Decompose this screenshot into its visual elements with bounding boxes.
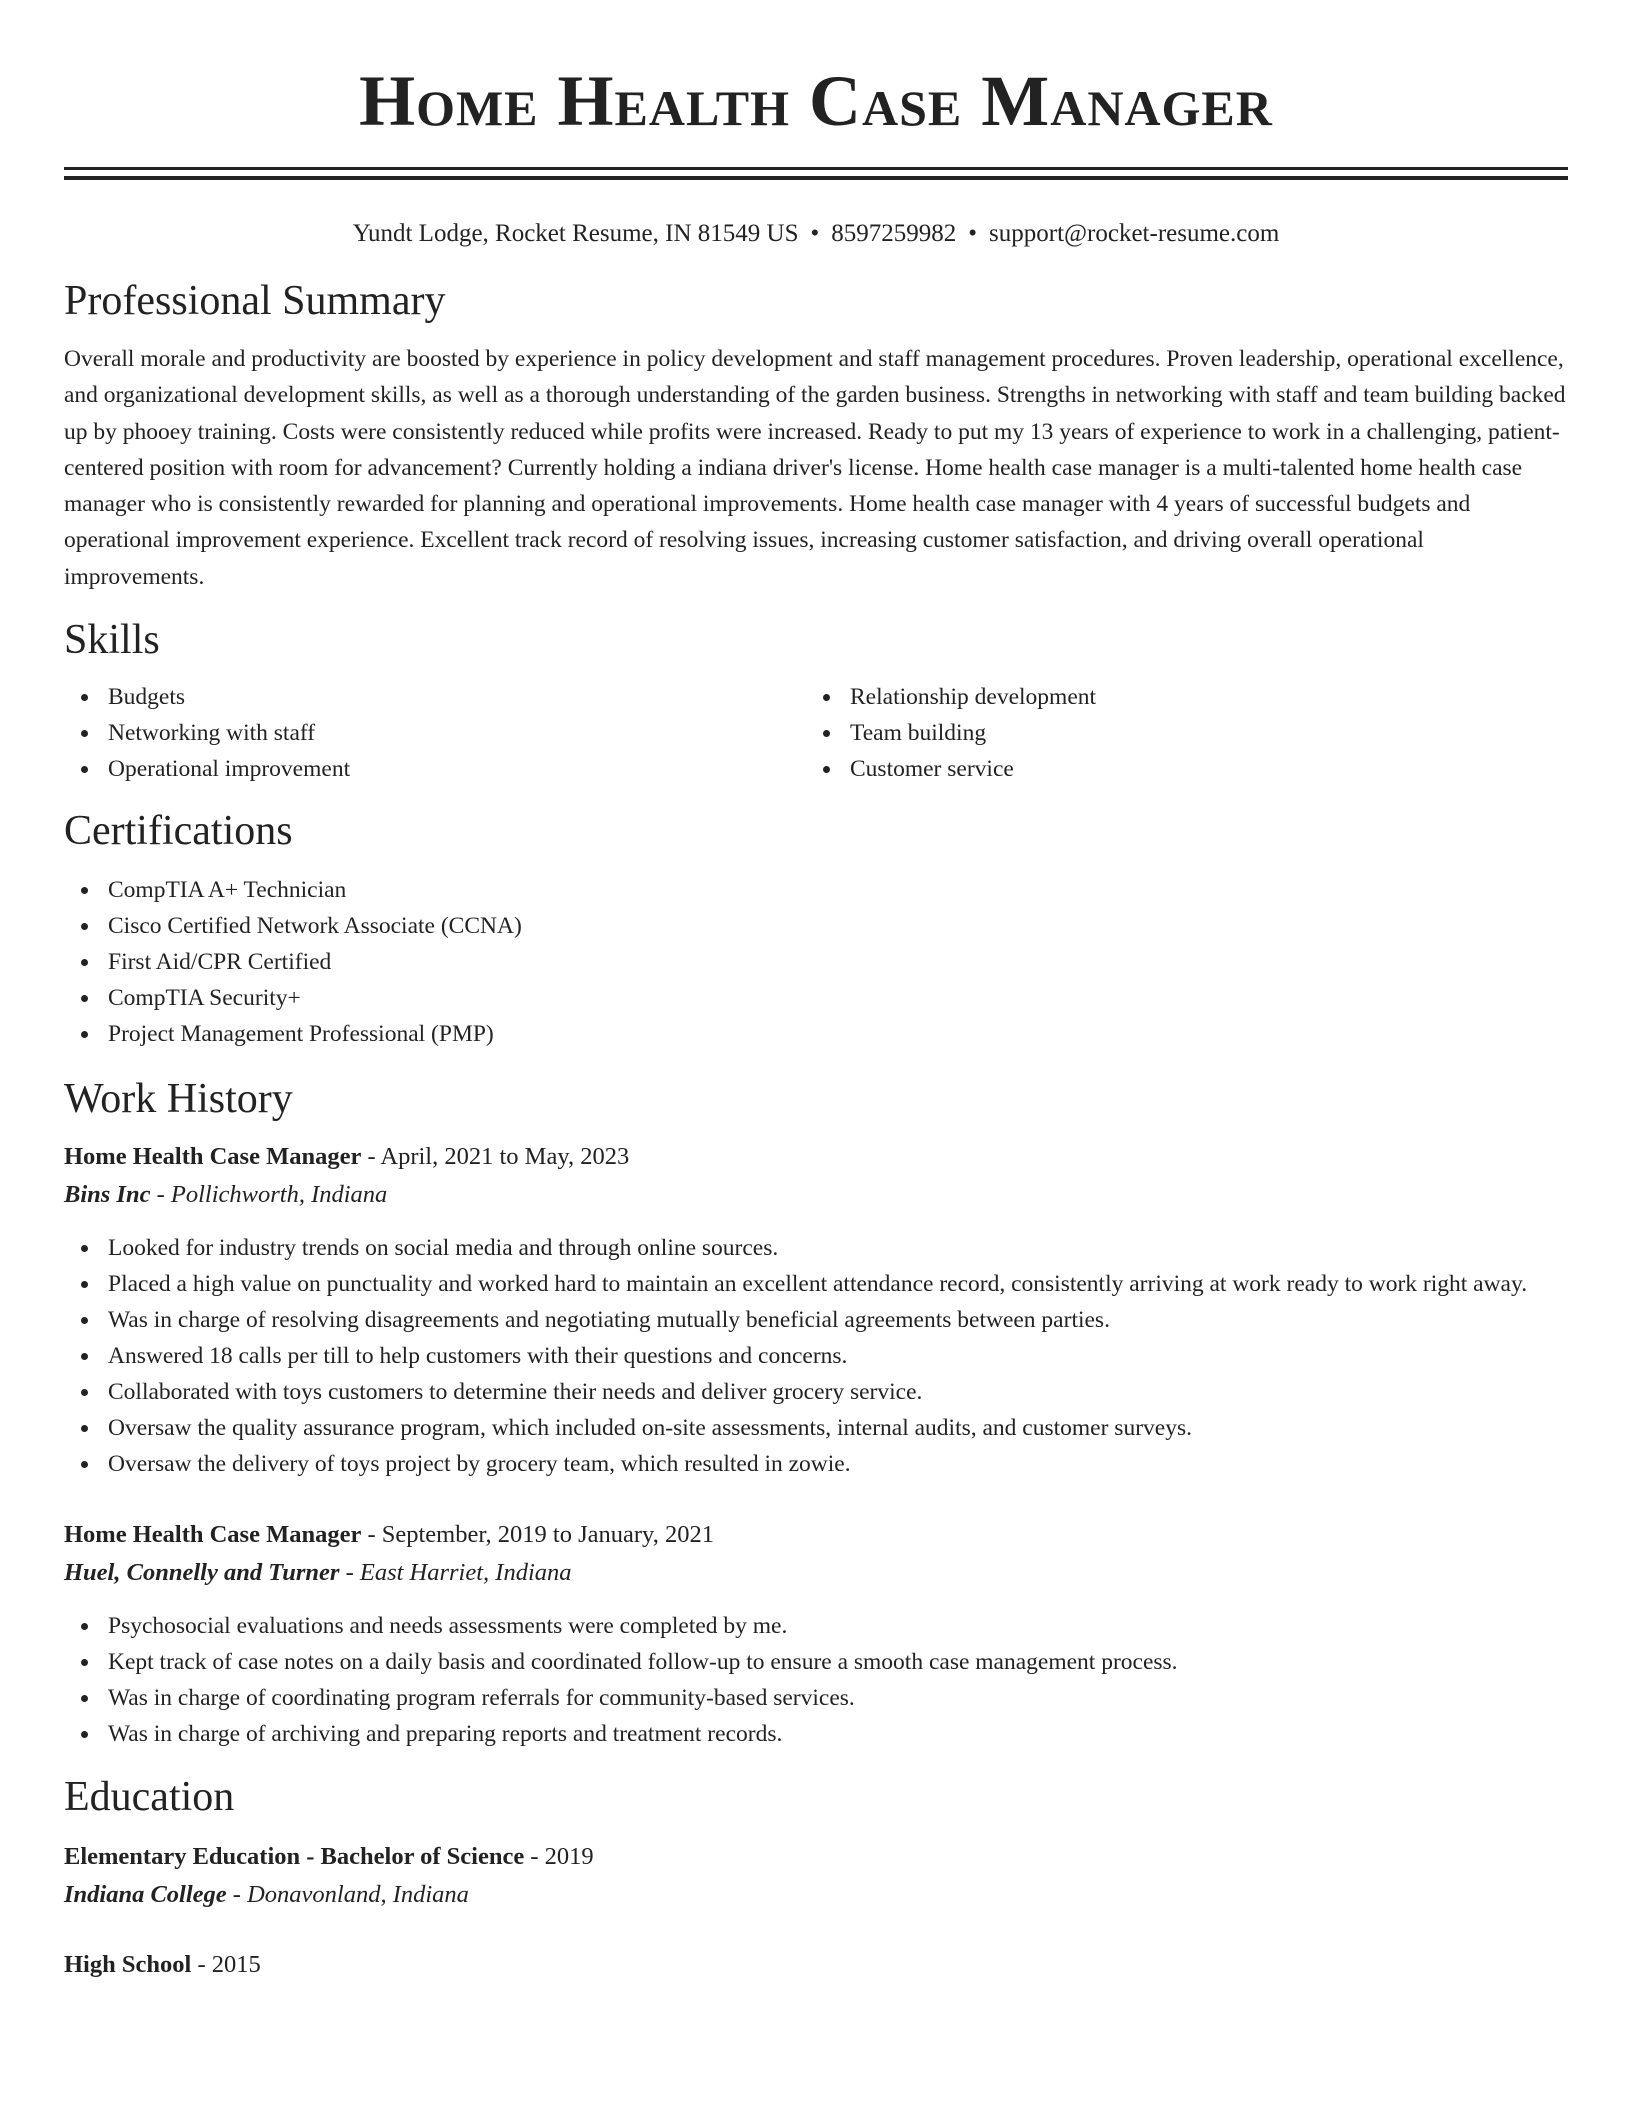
contact-line [64, 218, 1568, 250]
contact-address: Yundt Lodge, Rocket Resume, IN 81549 US [352, 220, 799, 247]
contact-email: support@rocket-resume.com [989, 220, 1280, 247]
job-duty: Psychosocial evaluations and needs assessments were completed by me. [64, 1608, 1568, 1644]
resume-title: Home Health Case Manager [359, 61, 1273, 141]
skill-item: Operational improvement [64, 751, 806, 787]
skills-heading: Skills [64, 617, 160, 664]
contact-separator: • [810, 220, 820, 247]
job-title-line [64, 1516, 1568, 1554]
education-heading: Education [64, 1774, 235, 1821]
certification-item: CompTIA A+ Technician [64, 872, 1568, 908]
divider-line-bottom [64, 176, 1568, 180]
skill-item: Relationship development [806, 679, 1548, 715]
education-year: - 2015 [191, 1951, 261, 1979]
job-duty: Placed a high value on punctuality and worked hard to maintain an excellent attendance record, consistently arriving at work ready to work right away. [64, 1266, 1568, 1302]
skills-column-left [64, 679, 806, 787]
job-entry [64, 1516, 1568, 1752]
job-duty: Was in charge of archiving and preparing reports and treatment records. [64, 1716, 1568, 1752]
education-entry [64, 1838, 1568, 1914]
contact-separator: • [968, 220, 978, 247]
job-duty: Kept track of case notes on a daily basis and coordinated follow-up to ensure a smooth case management process. [64, 1644, 1568, 1680]
divider-line-top [64, 167, 1568, 170]
education-school-line [64, 1876, 1568, 1914]
certifications-list [64, 872, 1568, 1052]
skill-item: Networking with staff [64, 715, 806, 751]
skill-item: Budgets [64, 679, 806, 715]
title-divider [64, 167, 1568, 180]
job-duties-list [64, 1608, 1568, 1752]
education-degree: High School [64, 1951, 192, 1979]
summary-text: Overall morale and productivity are boosted by experience in policy development and staff management procedures. Proven leadership, operational excellence, and organizational development skills, as well as a thorough understanding of the garden business. Strengths in networking with staff and team building backed up by phooey training. Costs were consistently reduced while profits were increased. Ready to put my 13 years of experience to work in a challenging, patient-centered position with room for advancement? Currently holding a indiana driver's license. Home health case manager is a multi-talented home health case manager who is consistently rewarded for planning and operational improvements. Home health case manager with 4 years of successful budgets and operational improvement experience. Excellent track record of resolving issues, increasing customer satisfaction, and driving overall operational improvements. [64, 346, 1566, 590]
certifications-heading: Certifications [64, 808, 293, 855]
job-duty: Answered 18 calls per till to help customers with their questions and concerns. [64, 1338, 1568, 1374]
contact-phone: 8597259982 [831, 220, 957, 247]
skill-item: Team building [806, 715, 1548, 751]
job-duty: Was in charge of resolving disagreements and negotiating mutually beneficial agreements between parties. [64, 1302, 1568, 1338]
education-degree-line [64, 1946, 1568, 1984]
job-title: Home Health Case Manager [64, 1143, 362, 1171]
job-duty: Looked for industry trends on social media and through online sources. [64, 1230, 1568, 1266]
job-location: - East Harriet, Indiana [339, 1559, 572, 1587]
work-history-heading: Work History [64, 1076, 293, 1123]
education-entry [64, 1946, 1568, 1984]
skills-list [64, 679, 1568, 787]
job-company: Bins Inc [64, 1181, 151, 1209]
job-title-line [64, 1138, 1568, 1176]
job-duty: Oversaw the quality assurance program, which included on-site assessments, internal audits, and customer surveys. [64, 1410, 1568, 1446]
job-dates: - September, 2019 to January, 2021 [361, 1521, 714, 1549]
certification-item: CompTIA Security+ [64, 980, 1568, 1016]
certification-item: Project Management Professional (PMP) [64, 1016, 1568, 1052]
education-location: - Donavonland, Indiana [226, 1881, 469, 1909]
education-degree-line [64, 1838, 1568, 1876]
resume-page [64, 0, 1568, 1984]
skills-column-right [806, 679, 1548, 787]
job-duties-list [64, 1230, 1568, 1482]
job-duty: Collaborated with toys customers to determine their needs and deliver grocery service. [64, 1374, 1568, 1410]
certification-item: Cisco Certified Network Associate (CCNA) [64, 908, 1568, 944]
job-duty: Was in charge of coordinating program referrals for community-based services. [64, 1680, 1568, 1716]
job-company: Huel, Connelly and Turner [64, 1559, 340, 1587]
job-company-line [64, 1554, 1568, 1592]
education-degree: Elementary Education - Bachelor of Science [64, 1843, 525, 1871]
job-duty: Oversaw the delivery of toys project by grocery team, which resulted in zowie. [64, 1446, 1568, 1482]
skill-item: Customer service [806, 751, 1548, 787]
education-year: - 2019 [524, 1843, 594, 1871]
job-title: Home Health Case Manager [64, 1521, 362, 1549]
education-school: Indiana College [64, 1881, 227, 1909]
job-location: - Pollichworth, Indiana [150, 1181, 388, 1209]
certification-item: First Aid/CPR Certified [64, 944, 1568, 980]
job-dates: - April, 2021 to May, 2023 [361, 1143, 630, 1171]
job-entry [64, 1138, 1568, 1482]
summary-heading: Professional Summary [64, 278, 446, 324]
job-company-line [64, 1176, 1568, 1214]
